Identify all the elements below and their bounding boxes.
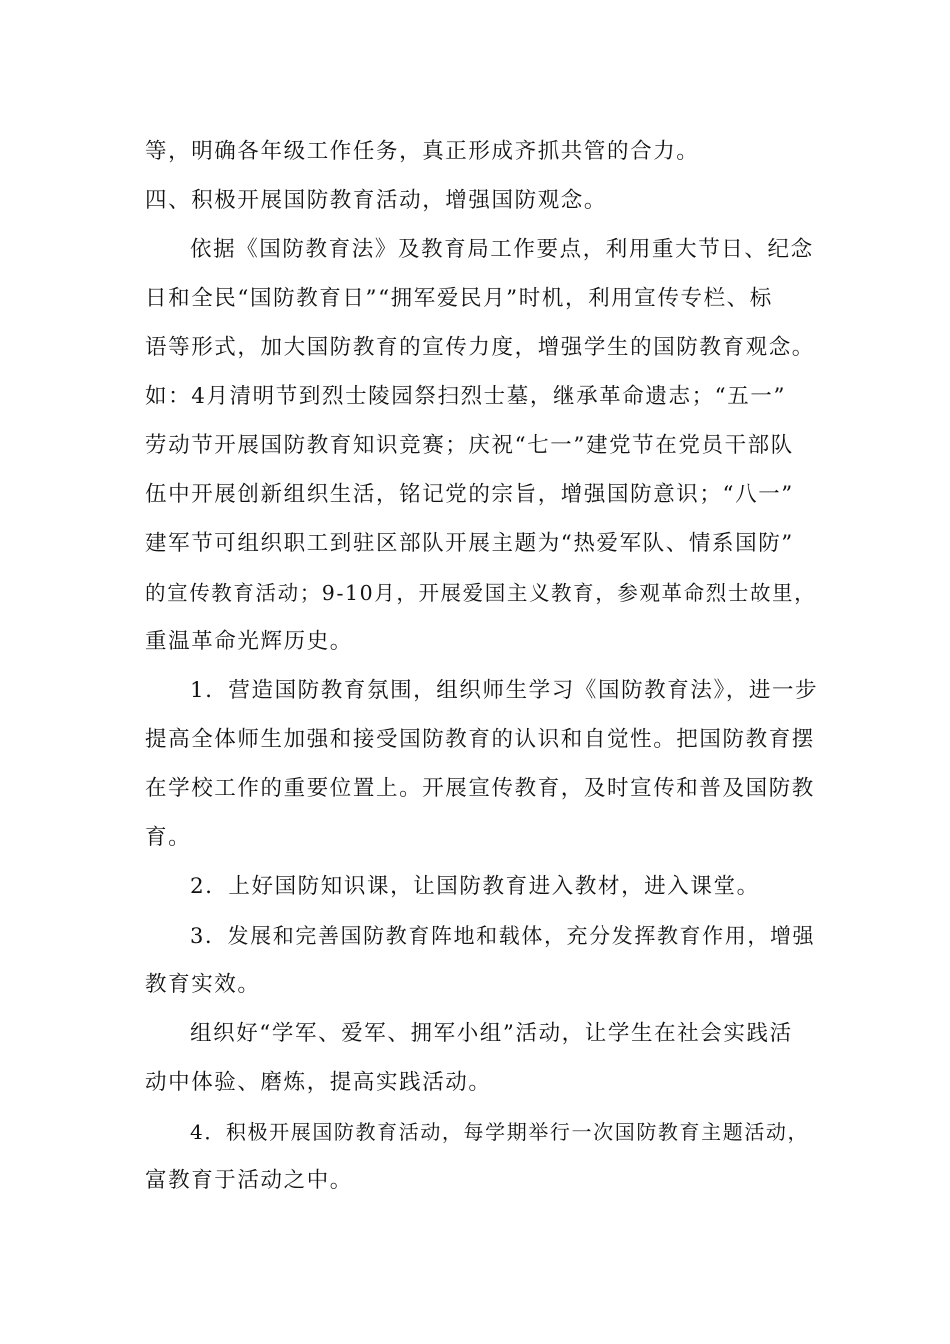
text-line: 伍中开展创新组织生活，铭记党的宗旨，增强国防意识；“八一” <box>145 482 794 507</box>
text-line: 动中体验、磨炼，提高实践活动。 <box>145 1070 492 1095</box>
text-line: 重温革命光辉历史。 <box>145 629 353 654</box>
text-line: 劳动节开展国防教育知识竞赛；庆祝“七一”建党节在党员干部队 <box>145 433 794 458</box>
section-heading: 四、积极开展国防教育活动，增强国防观念。 <box>145 188 608 213</box>
text-line: 日和全民“国防教育日”“拥军爱民月”时机，利用宣传专栏、标 <box>145 286 773 311</box>
list-item-4: 4．积极开展国防教育活动，每学期举行一次国防教育主题活动， <box>190 1120 810 1144</box>
text-line: 教育实效。 <box>145 972 261 997</box>
text-line: 等，明确各年级工作任务，真正形成齐抓共管的合力。 <box>145 139 700 164</box>
text-line: 提高全体师生加强和接受国防教育的认识和自觉性。把国防教育摆 <box>145 727 815 752</box>
list-item-2: 2．上好国防知识课，让国防教育进入教材，进入课堂。 <box>190 874 760 899</box>
text-line: 组织好“学军、爱军、拥军小组”活动，让学生在社会实践活 <box>190 1021 793 1046</box>
text-line: 的宣传教育活动；9-10月，开展爱国主义教育，参观革命烈士故里， <box>145 581 817 605</box>
text-line: 语等形式，加大国防教育的宣传力度，增强学生的国防教育观念。 <box>145 335 815 360</box>
list-item-1: 1．营造国防教育氛围，组织师生学习《国防教育法》，进一步 <box>190 678 819 703</box>
text-line: 在学校工作的重要位置上。开展宣传教育，及时宣传和普及国防教 <box>145 776 815 801</box>
text-line: 富教育于活动之中。 <box>145 1168 353 1193</box>
text-line: 育。 <box>145 825 192 850</box>
text-line: 建军节可组织职工到驻区部队开展主题为“热爱军队、情系国防” <box>145 531 794 556</box>
list-item-3: 3．发展和完善国防教育阵地和载体，充分发挥教育作用，增强 <box>190 924 816 948</box>
text-line: 如：4月清明节到烈士陵园祭扫烈士墓，继承革命遗志；“五一” <box>145 384 787 409</box>
text-line: 依据《国防教育法》及教育局工作要点，利用重大节日、纪念 <box>190 237 814 262</box>
